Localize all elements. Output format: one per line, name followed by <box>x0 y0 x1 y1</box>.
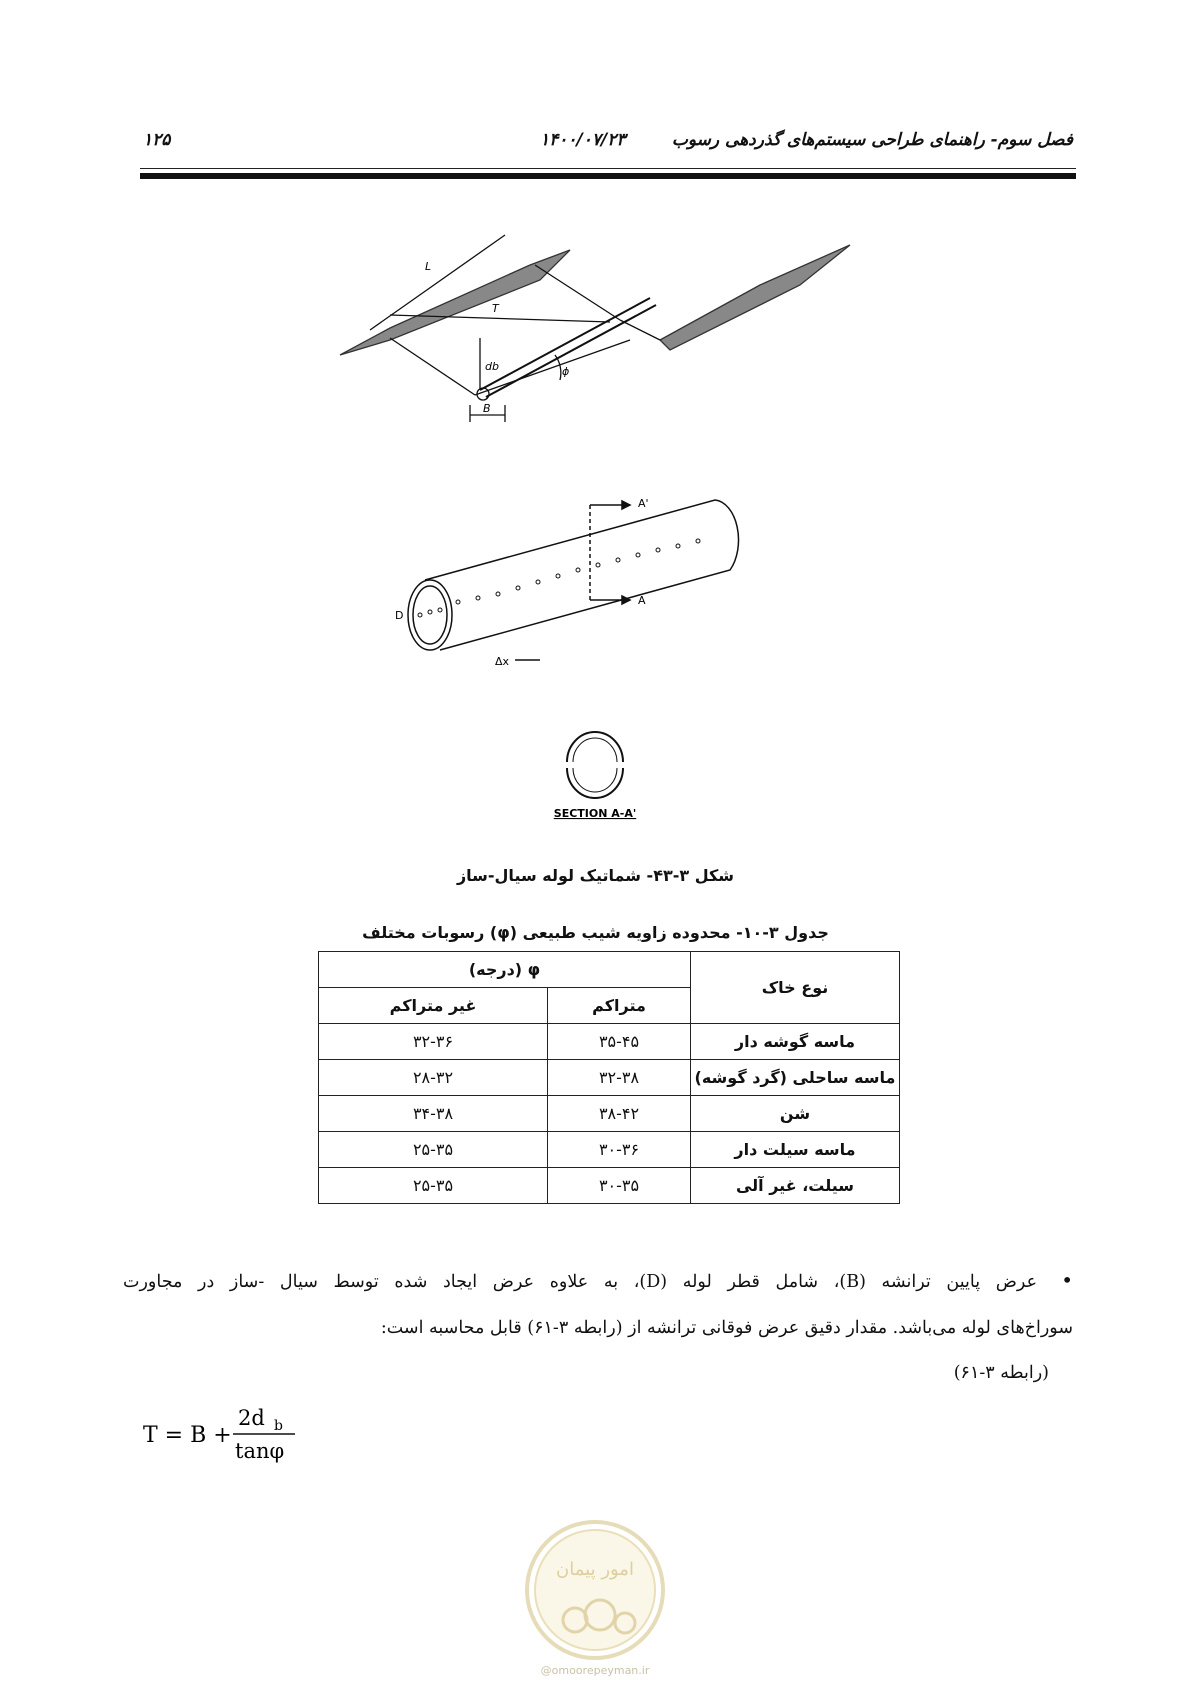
soil-type-cell: ماسه گوشه دار <box>691 1024 900 1060</box>
perforated-pipe <box>408 500 739 660</box>
table-row <box>319 1060 900 1096</box>
label-D: D <box>395 609 404 622</box>
trench-diagram <box>340 235 850 422</box>
trench-left-wall <box>390 338 475 395</box>
equation-reference: (رابطه ۳-۶۱) <box>953 1363 1049 1383</box>
table-row <box>319 1024 900 1060</box>
bullet-icon: • <box>1061 1268 1073 1292</box>
soil-type-cell: ماسه سیلت دار <box>691 1132 900 1168</box>
soil-type-cell: شن <box>691 1096 900 1132</box>
label-db: db <box>485 360 499 373</box>
formula-denominator: tanφ <box>235 1439 285 1463</box>
pipe-holes <box>418 539 700 617</box>
dense-cell: ۳۰-۳۵ <box>548 1168 691 1204</box>
loose-cell: ۲۸-۳۲ <box>319 1060 548 1096</box>
loose-cell: ۳۲-۳۶ <box>319 1024 548 1060</box>
header-dense: متراکم <box>548 988 691 1024</box>
pipe-end <box>408 580 452 650</box>
label-T: T <box>492 302 499 315</box>
pipe-body <box>425 500 739 650</box>
formula-lhs: T = B + <box>143 1423 232 1448</box>
chapter-title: فصل سوم- راهنمای طراحی سیستم‌های گذردهی رسوب <box>671 130 1073 150</box>
label-A: A <box>638 594 646 607</box>
table-caption: جدول ۳-۱۰- محدوده زاویه شیب طبیعی (φ) رسوبات مختلف <box>362 923 829 942</box>
loose-cell: ۳۴-۳۸ <box>319 1096 548 1132</box>
label-L: L <box>425 260 432 273</box>
soil-type-cell: ماسه ساحلی (گرد گوشه) <box>691 1060 900 1096</box>
trench-back-wall <box>535 265 620 320</box>
header-date: ۱۴۰۰/۰۷/۲۳ <box>540 130 626 150</box>
loose-cell: ۲۵-۳۵ <box>319 1132 548 1168</box>
label-B: B <box>483 402 491 415</box>
section-view <box>567 732 623 798</box>
table-row <box>319 1132 900 1168</box>
dense-cell: ۳۰-۳۶ <box>548 1132 691 1168</box>
header-rule-thin <box>140 168 1076 169</box>
formula-numerator: 2d <box>238 1406 265 1430</box>
table-row <box>319 1096 900 1132</box>
dense-cell: ۳۵-۴۵ <box>548 1024 691 1060</box>
header-loose: غیر متراکم <box>319 988 548 1024</box>
paragraph-line-1: عرض پایین ترانشه (B)، شامل قطر لوله (D)، به علاوه عرض ایجاد شده توسط سیال -ساز در مجاورت <box>123 1272 1038 1292</box>
perforated-pipe-figure <box>330 210 860 860</box>
figure-caption: شکل ۳-۴۳- شماتیک لوله سیال-ساز <box>456 866 735 885</box>
watermark-logo <box>520 1515 670 1665</box>
label-A-prime: A' <box>638 497 649 510</box>
header-phi: φ (درجه) <box>319 952 691 988</box>
logo-text: امور پیمان <box>556 1559 634 1580</box>
dense-cell: ۳۲-۳۸ <box>548 1060 691 1096</box>
page-number: ۱۲۵ <box>143 130 171 150</box>
label-phi: ϕ <box>562 365 570 378</box>
table-row <box>319 1168 900 1204</box>
soil-type-cell: سیلت، غیر آلی <box>691 1168 900 1204</box>
soil-angle-table <box>318 951 900 1204</box>
ground-hatch-right <box>660 245 850 350</box>
dense-cell: ۳۸-۴۲ <box>548 1096 691 1132</box>
trench-width-formula <box>143 1400 303 1470</box>
loose-cell: ۲۵-۳۵ <box>319 1168 548 1204</box>
watermark-handle: @omoorepeyman.ir <box>540 1664 650 1677</box>
header-soil-type: نوع خاک <box>691 952 900 1024</box>
formula-numerator-sub: b <box>274 1418 283 1434</box>
section-label: SECTION A-A' <box>553 807 637 820</box>
label-dx: Δx <box>495 655 510 668</box>
paragraph-line-2: سوراخ‌های لوله می‌باشد. مقدار دقیق عرض فوقانی ترانشه از (رابطه ۳-۶۱) قابل محاسبه است: <box>380 1318 1073 1338</box>
header-rule-thick <box>140 173 1076 179</box>
